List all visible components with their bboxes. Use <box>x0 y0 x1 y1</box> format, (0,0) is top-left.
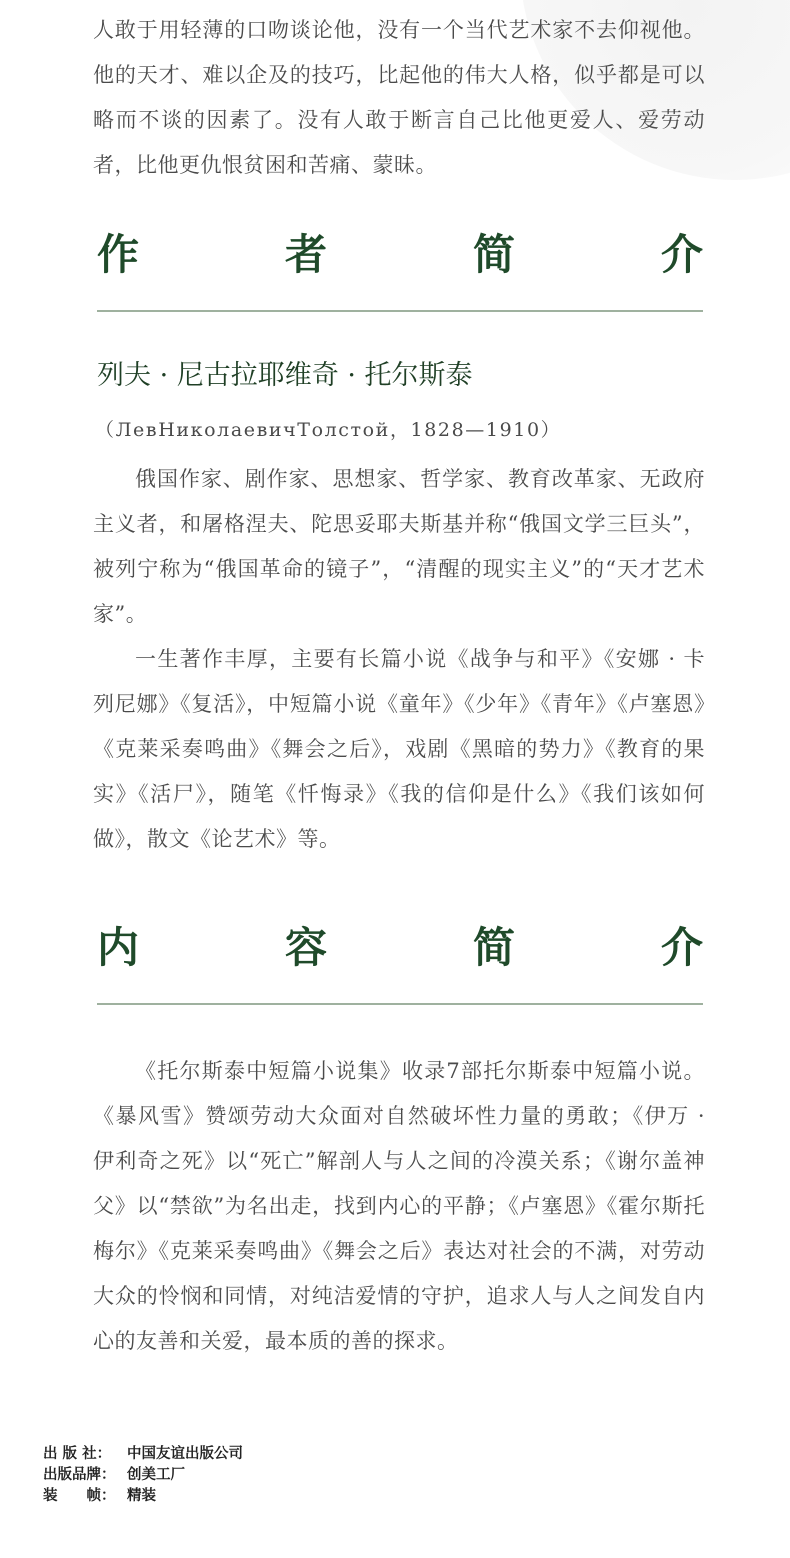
brand-label: 出版品牌： <box>43 1467 116 1483</box>
binding-row <box>43 1486 243 1507</box>
binding-value: 精装 <box>127 1488 156 1504</box>
brand-row <box>43 1465 243 1486</box>
author-name: 列夫 · 尼古拉耶维奇 · 托尔斯泰 <box>97 360 473 391</box>
heading-char: 简 <box>472 230 515 279</box>
heading-char: 作 <box>97 230 140 279</box>
content-summary <box>93 1049 705 1364</box>
author-section-heading <box>97 230 703 280</box>
heading-char: 介 <box>660 923 703 972</box>
content-summary-paragraph: 《托尔斯泰中短篇小说集》收录7部托尔斯泰中短篇小说。《暴风雪》赞颂劳动大众面对自然破坏性力量的勇敢；《伊万 · 伊利奇之死》以“死亡”解剖人与人之间的冷漠关系；《谢尔盖神父》以“禁欲”为名出走，找到内心的平静；《卢塞恩》《霍尔斯托梅尔》《克莱采奏鸣曲》《舞会之后》表达对社会的不满，对劳动大众的怜悯和同情，对纯洁爱情的守护，追求人与人之间发自内心的友善和关爱，最本质的善的探求。 <box>93 1059 705 1353</box>
heading-char: 简 <box>472 923 515 972</box>
section-divider <box>97 1003 703 1005</box>
author-bio <box>93 457 705 862</box>
heading-char: 内 <box>97 923 140 972</box>
author-original-name: （ЛевНиколаевичТолстой，1828—1910） <box>95 419 562 441</box>
book-info <box>43 1444 243 1507</box>
heading-char: 介 <box>660 230 703 279</box>
publisher-value: 中国友谊出版公司 <box>127 1446 243 1462</box>
brand-value: 创美工厂 <box>127 1467 185 1483</box>
section-divider <box>97 310 703 312</box>
author-bio-paragraph: 一生著作丰厚，主要有长篇小说《战争与和平》《安娜 · 卡列尼娜》《复活》，中短篇小说《童年》《少年》《青年》《卢塞恩》《克莱采奏鸣曲》《舞会之后》，戏剧《黑暗的势力》《教育的果实》《活尸》，随笔《忏悔录》《我的信仰是什么》《我们该如何做》，散文《论艺术》等。 <box>93 647 705 851</box>
binding-label: 装 帧： <box>43 1488 116 1504</box>
publisher-label: 出 版 社： <box>43 1446 112 1462</box>
publisher-row <box>43 1444 243 1465</box>
content-section-heading <box>97 923 703 973</box>
intro-paragraph: 人敢于用轻薄的口吻谈论他，没有一个当代艺术家不去仰视他。他的天才、难以企及的技巧，比起他的伟大人格，似乎都是可以略而不谈的因素了。没有人敢于断言自己比他更爱人、爱劳动者，比他更仇恨贫困和苦痛、蒙昧。 <box>93 18 705 177</box>
heading-char: 者 <box>284 230 327 279</box>
author-bio-paragraph: 俄国作家、剧作家、思想家、哲学家、教育改革家、无政府主义者，和屠格涅夫、陀思妥耶夫斯基并称“俄国文学三巨头”，被列宁称为“俄国革命的镜子”，“清醒的现实主义”的“天才艺术家”。 <box>93 467 705 626</box>
heading-char: 容 <box>284 923 327 972</box>
